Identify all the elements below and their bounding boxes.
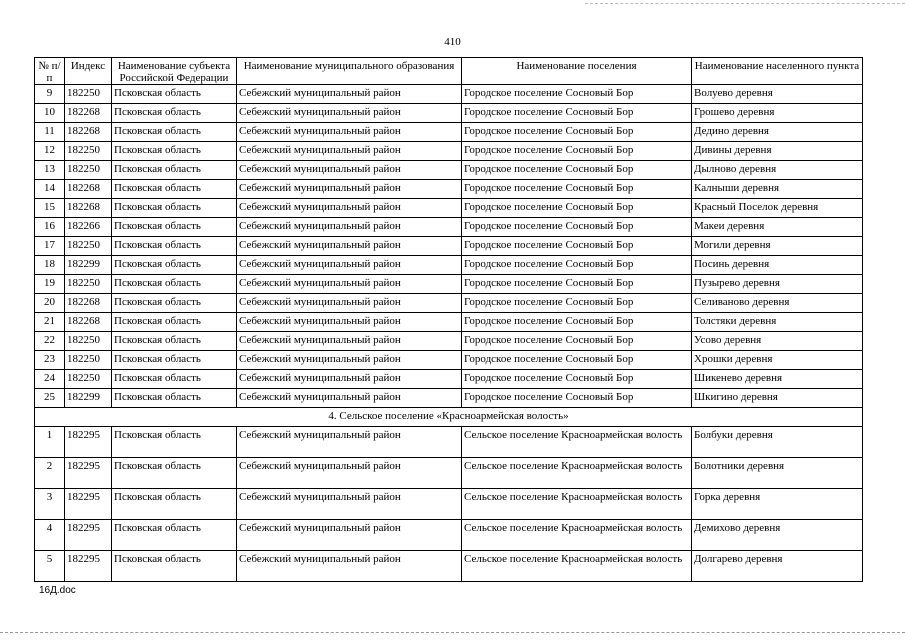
cell-locality: Толстяки деревня [692,313,863,332]
cell-subject: Псковская область [112,520,237,551]
cell-locality: Долгарево деревня [692,551,863,582]
table-row [35,180,863,199]
cell-subject: Псковская область [112,104,237,123]
cell-locality: Макеи деревня [692,218,863,237]
cell-subject: Псковская область [112,313,237,332]
cell-subject: Псковская область [112,294,237,313]
cell-index: 182295 [65,458,112,489]
table-row [35,142,863,161]
cell-index: 182295 [65,427,112,458]
cell-num: 9 [35,85,65,104]
cell-num: 24 [35,370,65,389]
cell-index: 182295 [65,551,112,582]
table-row [35,161,863,180]
cell-subject: Псковская область [112,275,237,294]
table-row [35,551,863,582]
header-settlement: Наименование поселения [462,58,692,85]
cell-subject: Псковская область [112,256,237,275]
cell-num: 23 [35,351,65,370]
cell-locality: Шикенево деревня [692,370,863,389]
table-row [35,218,863,237]
cell-num: 15 [35,199,65,218]
cell-locality: Селиваново деревня [692,294,863,313]
table-row [35,237,863,256]
table-body-part1 [35,85,863,427]
cell-subject: Псковская область [112,199,237,218]
cell-settlement: Городское поселение Сосновый Бор [462,294,692,313]
cell-index: 182268 [65,313,112,332]
cell-locality: Дедино деревня [692,123,863,142]
cell-num: 17 [35,237,65,256]
table-row [35,85,863,104]
cell-num: 3 [35,489,65,520]
cell-subject: Псковская область [112,489,237,520]
cell-settlement: Городское поселение Сосновый Бор [462,161,692,180]
cell-settlement: Городское поселение Сосновый Бор [462,104,692,123]
cell-index: 182250 [65,85,112,104]
cell-index: 182268 [65,180,112,199]
cell-locality: Пузырево деревня [692,275,863,294]
cell-municipality: Себежский муниципальный район [237,237,462,256]
document-filename: 16Д.doc [39,585,76,596]
cell-locality: Шкигино деревня [692,389,863,408]
cell-municipality: Себежский муниципальный район [237,489,462,520]
cell-municipality: Себежский муниципальный район [237,551,462,582]
cell-municipality: Себежский муниципальный район [237,389,462,408]
table-row [35,351,863,370]
table-row [35,520,863,551]
header-municipality: Наименование муниципального образования [237,58,462,85]
table-row [35,199,863,218]
table-row [35,427,863,458]
cell-index: 182268 [65,123,112,142]
cell-subject: Псковская область [112,351,237,370]
cell-num: 16 [35,218,65,237]
cell-municipality: Себежский муниципальный район [237,142,462,161]
cell-municipality: Себежский муниципальный район [237,218,462,237]
cell-municipality: Себежский муниципальный район [237,427,462,458]
cell-municipality: Себежский муниципальный район [237,199,462,218]
cell-index: 182250 [65,370,112,389]
cell-index: 182295 [65,520,112,551]
cell-locality: Усово деревня [692,332,863,351]
cell-municipality: Себежский муниципальный район [237,332,462,351]
header-index: Индекс [65,58,112,85]
cell-locality: Грошево деревня [692,104,863,123]
cell-settlement: Городское поселение Сосновый Бор [462,275,692,294]
table-row [35,104,863,123]
section-row [35,408,863,427]
header-locality: Наименование населенного пункта [692,58,863,85]
cell-settlement: Сельское поселение Красноармейская волость [462,489,692,520]
cell-subject: Псковская область [112,218,237,237]
cell-num: 4 [35,520,65,551]
cell-locality: Дылново деревня [692,161,863,180]
cell-index: 182250 [65,142,112,161]
cell-num: 13 [35,161,65,180]
cell-locality: Могили деревня [692,237,863,256]
cell-num: 19 [35,275,65,294]
header-subject: Наименование субъекта Российской Федерации [112,58,237,85]
table-body-part2 [35,427,863,582]
cell-settlement: Городское поселение Сосновый Бор [462,142,692,161]
table-row [35,370,863,389]
cell-municipality: Себежский муниципальный район [237,256,462,275]
cell-settlement: Сельское поселение Красноармейская волость [462,551,692,582]
cell-municipality: Себежский муниципальный район [237,161,462,180]
table-row [35,256,863,275]
header-num: № п/п [35,58,65,85]
cell-num: 10 [35,104,65,123]
cell-subject: Псковская область [112,332,237,351]
cell-municipality: Себежский муниципальный район [237,370,462,389]
cell-municipality: Себежский муниципальный район [237,104,462,123]
cell-subject: Псковская область [112,123,237,142]
cell-index: 182299 [65,256,112,275]
cell-municipality: Себежский муниципальный район [237,313,462,332]
cell-subject: Псковская область [112,180,237,199]
cell-subject: Псковская область [112,161,237,180]
cell-num: 22 [35,332,65,351]
cell-locality: Болотники деревня [692,458,863,489]
cell-subject: Псковская область [112,142,237,161]
table-row [35,294,863,313]
cell-index: 182268 [65,294,112,313]
cell-locality: Волуево деревня [692,85,863,104]
cell-locality: Посинь деревня [692,256,863,275]
cell-locality: Горка деревня [692,489,863,520]
cell-num: 20 [35,294,65,313]
table-row [35,389,863,408]
cell-municipality: Себежский муниципальный район [237,458,462,489]
cell-municipality: Себежский муниципальный район [237,351,462,370]
scan-edge-top [585,3,905,5]
cell-index: 182250 [65,161,112,180]
section-title: 4. Сельское поселение «Красноармейская волость» [35,408,863,427]
localities-table [34,57,863,582]
cell-num: 18 [35,256,65,275]
page-number: 410 [444,36,461,48]
cell-index: 182268 [65,104,112,123]
cell-settlement: Городское поселение Сосновый Бор [462,332,692,351]
cell-index: 182266 [65,218,112,237]
cell-settlement: Городское поселение Сосновый Бор [462,370,692,389]
cell-num: 5 [35,551,65,582]
cell-index: 182250 [65,275,112,294]
cell-municipality: Себежский муниципальный район [237,520,462,551]
cell-subject: Псковская область [112,551,237,582]
table-row [35,313,863,332]
cell-num: 12 [35,142,65,161]
cell-settlement: Городское поселение Сосновый Бор [462,123,692,142]
cell-subject: Псковская область [112,237,237,256]
table-row [35,458,863,489]
cell-index: 182268 [65,199,112,218]
cell-locality: Калныши деревня [692,180,863,199]
cell-num: 2 [35,458,65,489]
cell-subject: Псковская область [112,458,237,489]
cell-settlement: Городское поселение Сосновый Бор [462,237,692,256]
cell-index: 182295 [65,489,112,520]
cell-subject: Псковская область [112,370,237,389]
cell-municipality: Себежский муниципальный район [237,294,462,313]
cell-subject: Псковская область [112,85,237,104]
cell-settlement: Городское поселение Сосновый Бор [462,351,692,370]
cell-settlement: Городское поселение Сосновый Бор [462,313,692,332]
table-header-row [35,58,863,85]
cell-settlement: Городское поселение Сосновый Бор [462,85,692,104]
cell-locality: Демихово деревня [692,520,863,551]
table-row [35,275,863,294]
cell-index: 182250 [65,351,112,370]
cell-subject: Псковская область [112,427,237,458]
cell-num: 11 [35,123,65,142]
cell-num: 21 [35,313,65,332]
cell-settlement: Городское поселение Сосновый Бор [462,180,692,199]
cell-locality: Красный Поселок деревня [692,199,863,218]
cell-index: 182250 [65,332,112,351]
table-row [35,332,863,351]
cell-subject: Псковская область [112,389,237,408]
table-row [35,489,863,520]
cell-settlement: Сельское поселение Красноармейская волость [462,427,692,458]
cell-settlement: Сельское поселение Красноармейская волость [462,458,692,489]
cell-locality: Болбуки деревня [692,427,863,458]
cell-settlement: Сельское поселение Красноармейская волость [462,520,692,551]
cell-locality: Дивины деревня [692,142,863,161]
cell-municipality: Себежский муниципальный район [237,123,462,142]
cell-locality: Хрошки деревня [692,351,863,370]
cell-municipality: Себежский муниципальный район [237,85,462,104]
cell-num: 14 [35,180,65,199]
cell-settlement: Городское поселение Сосновый Бор [462,389,692,408]
cell-index: 182250 [65,237,112,256]
cell-num: 25 [35,389,65,408]
cell-municipality: Себежский муниципальный район [237,275,462,294]
cell-settlement: Городское поселение Сосновый Бор [462,256,692,275]
cell-municipality: Себежский муниципальный район [237,180,462,199]
cell-num: 1 [35,427,65,458]
scan-edge-bottom [0,632,905,634]
cell-settlement: Городское поселение Сосновый Бор [462,199,692,218]
cell-index: 182299 [65,389,112,408]
table-row [35,123,863,142]
cell-settlement: Городское поселение Сосновый Бор [462,218,692,237]
